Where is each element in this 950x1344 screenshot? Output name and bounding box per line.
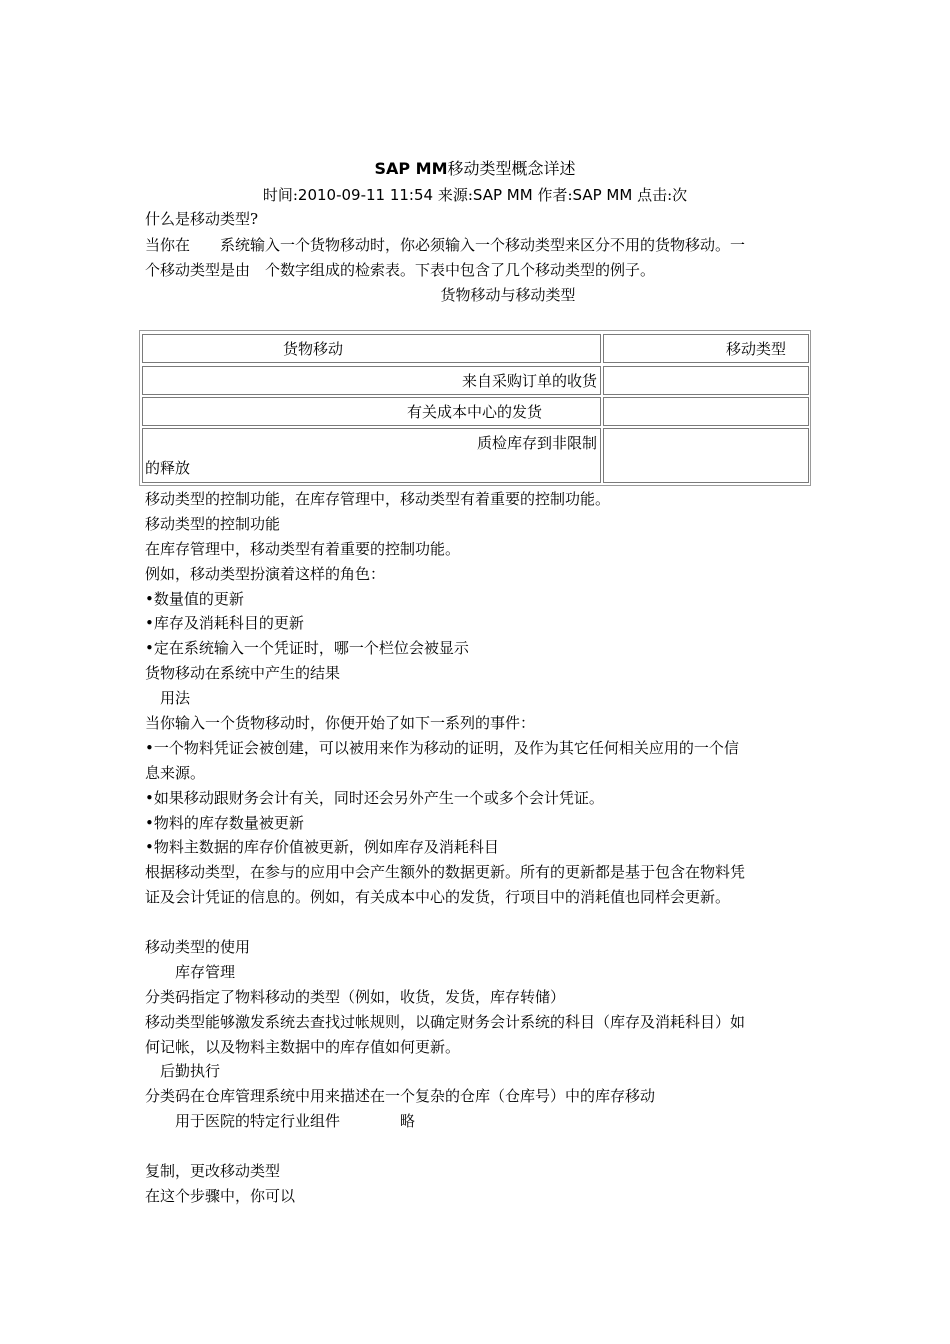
bullet-item: •数量值的更新 (145, 590, 244, 608)
body-line: 证及会计凭证的信息的。例如，有关成本中心的发货，行项目中的消耗值也同样会更新。 (145, 888, 731, 906)
subheading: 库存管理 (145, 963, 236, 981)
document-title (0, 158, 950, 180)
intro-line-2: 个移动类型是由 个数字组成的检索表。下表中包含了几个移动类型的例子。 (145, 261, 656, 279)
body-line: 移动类型能够激发系统去查找过帐规则，以确定财务会计系统的科目（库存及消耗科目）如 (145, 1013, 746, 1031)
meta-author-value: SAP MM (572, 186, 633, 204)
subheading: 用法 (145, 689, 191, 707)
row-2-movement: 有关成本中心的发货 (407, 403, 543, 421)
body-line: 例如，移动类型扮演着这样的角色： (145, 565, 386, 583)
body-line: 分类码指定了物料移动的类型（例如，收货，发货，库存转储） (145, 988, 566, 1006)
body-line: 在库存管理中，移动类型有着重要的控制功能。 (145, 540, 461, 558)
meta-source-value: SAP MM (472, 186, 533, 204)
meta-author-label: 作者: (537, 186, 573, 204)
bullet-item: •如果移动跟财务会计有关，同时还会另外产生一个或多个会计凭证。 (145, 789, 604, 807)
meta-source-label: 来源: (437, 186, 473, 204)
table-header-movement (142, 334, 601, 363)
table-row-movement (142, 366, 601, 395)
body-line: 移动类型的控制功能，在库存管理中，移动类型有着重要的控制功能。 (145, 490, 611, 508)
table-row-type (603, 428, 809, 483)
bullet-item: •定在系统输入一个凭证时，哪一个栏位会被显示 (145, 639, 469, 657)
table-row-movement (142, 397, 601, 426)
subheading: 后勤执行 (145, 1062, 221, 1080)
body-line: 根据移动类型，在参与的应用中会产生额外的数据更新。所有的更新都是基于包含在物料凭 (145, 863, 746, 881)
body-line: 当你输入一个货物移动时，你便开始了如下一系列的事件： (145, 714, 536, 732)
section-heading: 移动类型的控制功能 (145, 515, 281, 533)
movement-type-table (139, 330, 811, 486)
table-header-type (603, 334, 809, 363)
table-row-movement (142, 428, 601, 483)
title-sap-mm: SAP MM (374, 159, 448, 178)
header-type-text: 移动类型 (726, 340, 787, 358)
section-heading: 复制，更改移动类型 (145, 1162, 281, 1180)
article-meta (0, 185, 950, 205)
subheading: 用于医院的特定行业组件 略 (145, 1112, 416, 1130)
body-line: 分类码在仓库管理系统中用来描述在一个复杂的仓库（仓库号）中的库存移动 (145, 1087, 656, 1105)
title-text: 移动类型概念详述 (447, 159, 576, 178)
header-movement-text: 货物移动 (283, 340, 344, 358)
meta-clicks-label: 点击:次 (637, 186, 688, 204)
intro-line-1: 当你在 系统输入一个货物移动时，你必须输入一个移动类型来区分不用的货物移动。一 (145, 236, 746, 254)
bullet-item: •物料的库存数量被更新 (145, 814, 304, 832)
row-3-movement-part1: 质检库存到非限制 (476, 434, 597, 452)
table-caption: 货物移动与移动类型 (440, 286, 576, 304)
section-heading: 货物移动在系统中产生的结果 (145, 664, 341, 682)
bullet-item: •库存及消耗科目的更新 (145, 614, 304, 632)
table-row-type (603, 397, 809, 426)
row-1-movement: 来自采购订单的收货 (461, 372, 597, 390)
body-line: 在这个步骤中，你可以 (145, 1187, 296, 1205)
intro-heading: 什么是移动类型? (145, 210, 259, 228)
meta-time-label: 时间: (262, 186, 298, 204)
table-row-type (603, 366, 809, 395)
bullet-item: •物料主数据的库存价值被更新，例如库存及消耗科目 (145, 838, 499, 856)
bullet-continuation: 息来源。 (145, 764, 206, 782)
meta-time-value: 2010-09-11 11:54 (297, 186, 434, 204)
bullet-item: •一个物料凭证会被创建，可以被用来作为移动的证明，及作为其它任何相关应用的一个信 (145, 739, 739, 757)
section-heading: 移动类型的使用 (145, 938, 251, 956)
row-3-movement-part2: 的释放 (145, 459, 191, 477)
body-line: 何记帐，以及物料主数据中的库存值如何更新。 (145, 1038, 461, 1056)
